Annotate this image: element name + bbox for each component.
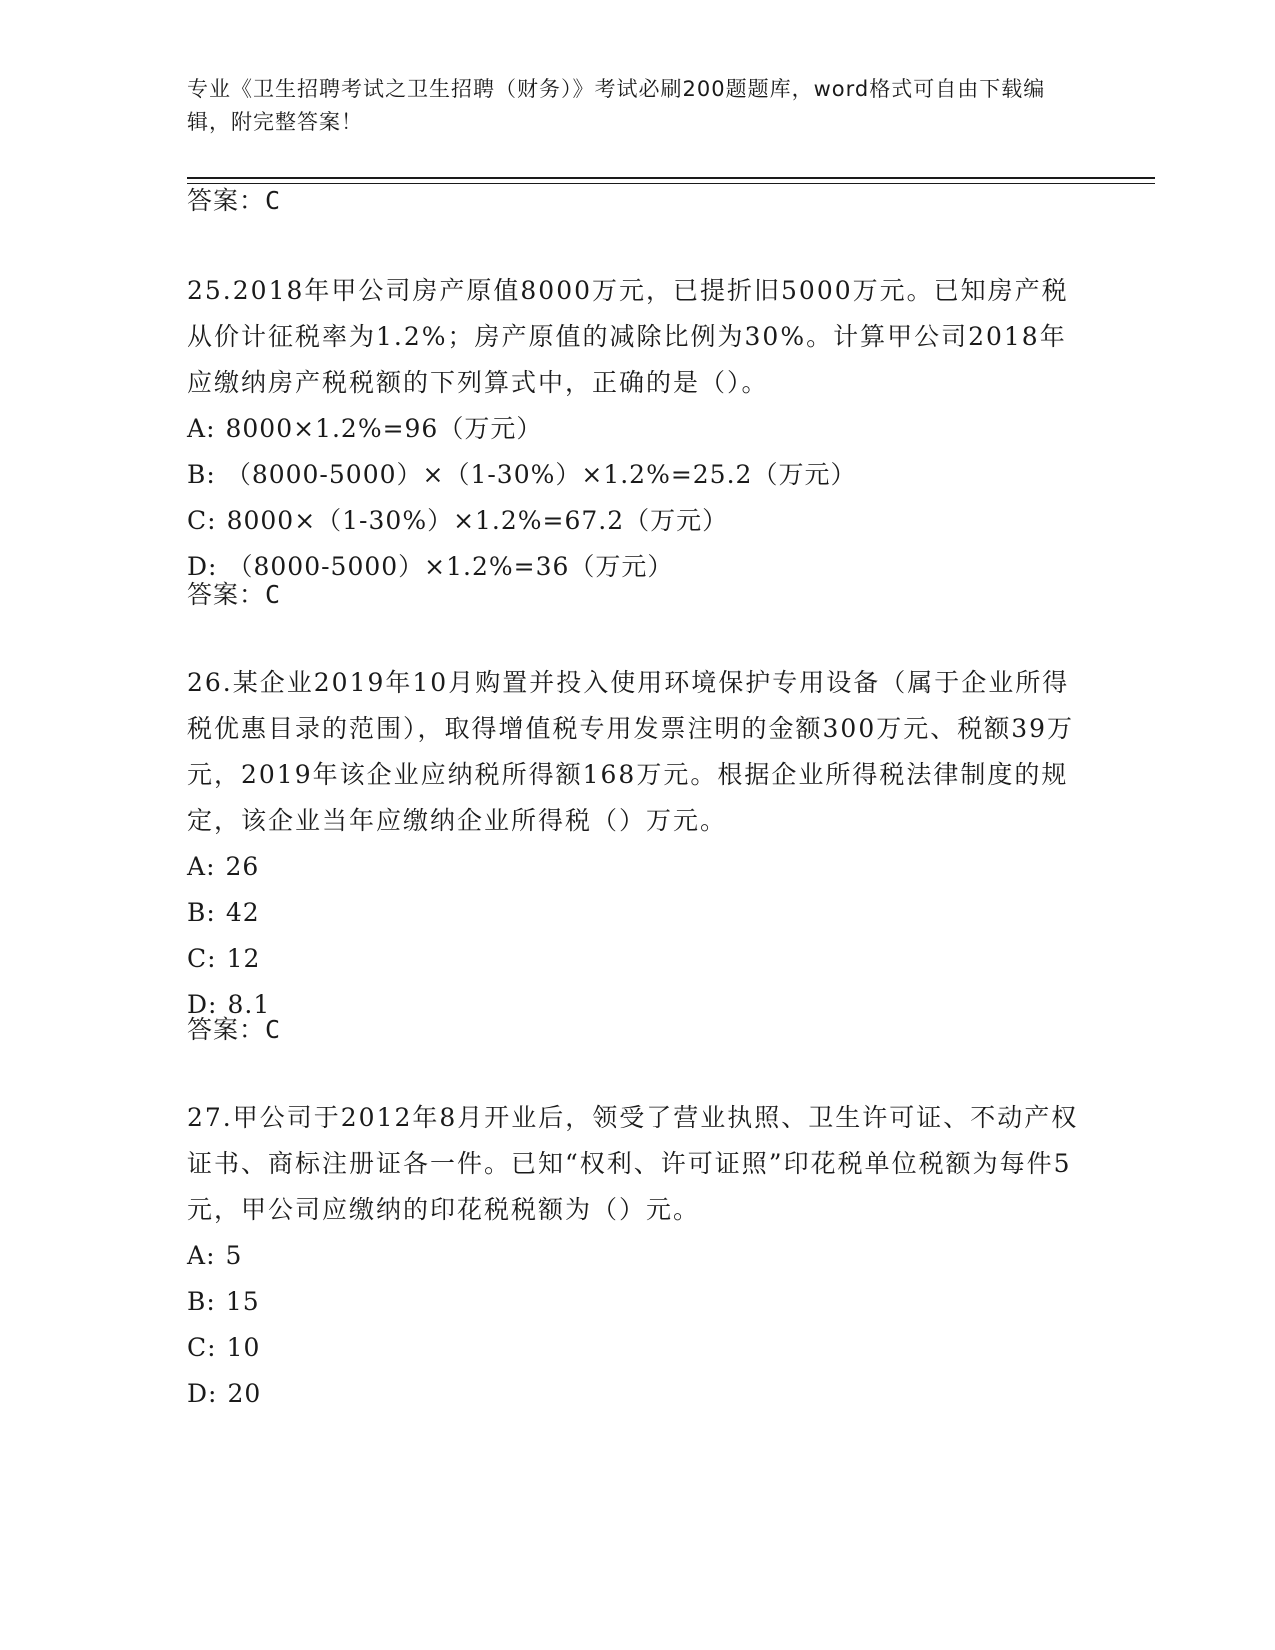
option-separator: : (207, 1333, 217, 1362)
option-letter: D (187, 990, 209, 1019)
option-separator: : (207, 944, 217, 973)
option-letter: C (187, 944, 208, 973)
option-text: 12 (226, 944, 261, 973)
option-d (187, 1371, 1087, 1417)
header-title: 专业《卫生招聘考试之卫生招聘（财务）》考试必刷200题题库，word格式可自由下载编辑，附完整答案！ (187, 77, 1046, 134)
option-separator: : (206, 1287, 216, 1316)
option-letter: B (187, 898, 207, 927)
answer-line (187, 1015, 281, 1045)
option-separator: : (206, 852, 216, 881)
option-text: 5 (225, 1241, 243, 1270)
option-separator: : (207, 506, 217, 535)
question-text: 26.某企业2019年10月购置并投入使用环境保护专用设备（属于企业所得税优惠目录的范围），取得增值税专用发票注明的金额300万元、税额39万元，2019年该企业应纳税所得额168万元。根据企业所得税法律制度的规定，该企业当年应缴纳企业所得税（）万元。 (187, 668, 1075, 835)
question-26 (187, 660, 1087, 1028)
option-text: 15 (225, 1287, 260, 1316)
question-text: 27.甲公司于2012年8月开业后，领受了营业执照、卫生许可证、不动产权证书、商标注册证各一件。已知“权利、许可证照”印花税单位税额为每件5元，甲公司应缴纳的印花税税额为（）元。 (187, 1103, 1079, 1224)
option-text: 10 (226, 1333, 261, 1362)
option-separator: : (206, 1241, 216, 1270)
option-letter: D (187, 1379, 209, 1408)
option-letter: B (187, 460, 207, 489)
option-separator: : (206, 414, 216, 443)
question-text: 25.2018年甲公司房产原值8000万元，已提折旧5000万元。已知房产税从价计征税率为1.2%；房产原值的减除比例为30%。计算甲公司2018年应缴纳房产税税额的下列算式中，正确的是（）。 (187, 276, 1069, 397)
answer-line (187, 186, 281, 216)
option-letter: A (187, 852, 207, 881)
option-separator: : (208, 990, 218, 1019)
option-c (187, 1325, 1087, 1371)
option-text: （8000-5000）×（1-30%）×1.2%=25.2（万元） (225, 460, 857, 489)
answer-label: 答案： (187, 186, 266, 215)
option-d (187, 982, 1087, 1028)
header-divider-thin (187, 183, 1155, 184)
option-letter: B (187, 1287, 207, 1316)
option-letter: A (187, 1241, 207, 1270)
document-header (187, 73, 1067, 139)
option-text: 8000×（1-30%）×1.2%=67.2（万元） (226, 506, 729, 535)
answer-value: C (265, 580, 282, 609)
option-a (187, 406, 1087, 452)
option-text: 8.1 (227, 990, 271, 1019)
answer-label: 答案： (187, 1015, 266, 1044)
option-separator: : (208, 1379, 218, 1408)
option-text: 26 (225, 852, 260, 881)
question-25 (187, 268, 1087, 590)
option-b (187, 452, 1087, 498)
option-text: 42 (225, 898, 260, 927)
option-letter: C (187, 506, 208, 535)
option-separator: : (208, 552, 218, 581)
option-letter: C (187, 1333, 208, 1362)
option-a (187, 1233, 1087, 1279)
header-divider-thick (187, 177, 1155, 179)
answer-value: C (265, 186, 282, 215)
option-b (187, 890, 1087, 936)
answer-line (187, 580, 281, 610)
option-text: 8000×1.2%=96（万元） (225, 414, 543, 443)
option-text: （8000-5000）×1.2%=36（万元） (227, 552, 674, 581)
option-separator: : (206, 460, 216, 489)
option-letter: D (187, 552, 209, 581)
option-b (187, 1279, 1087, 1325)
option-separator: : (206, 898, 216, 927)
answer-value: C (265, 1015, 282, 1044)
option-c (187, 498, 1087, 544)
answer-label: 答案： (187, 580, 266, 609)
option-a (187, 844, 1087, 890)
option-c (187, 936, 1087, 982)
option-d (187, 544, 1087, 590)
option-letter: A (187, 414, 207, 443)
option-text: 20 (227, 1379, 262, 1408)
question-27 (187, 1095, 1087, 1417)
